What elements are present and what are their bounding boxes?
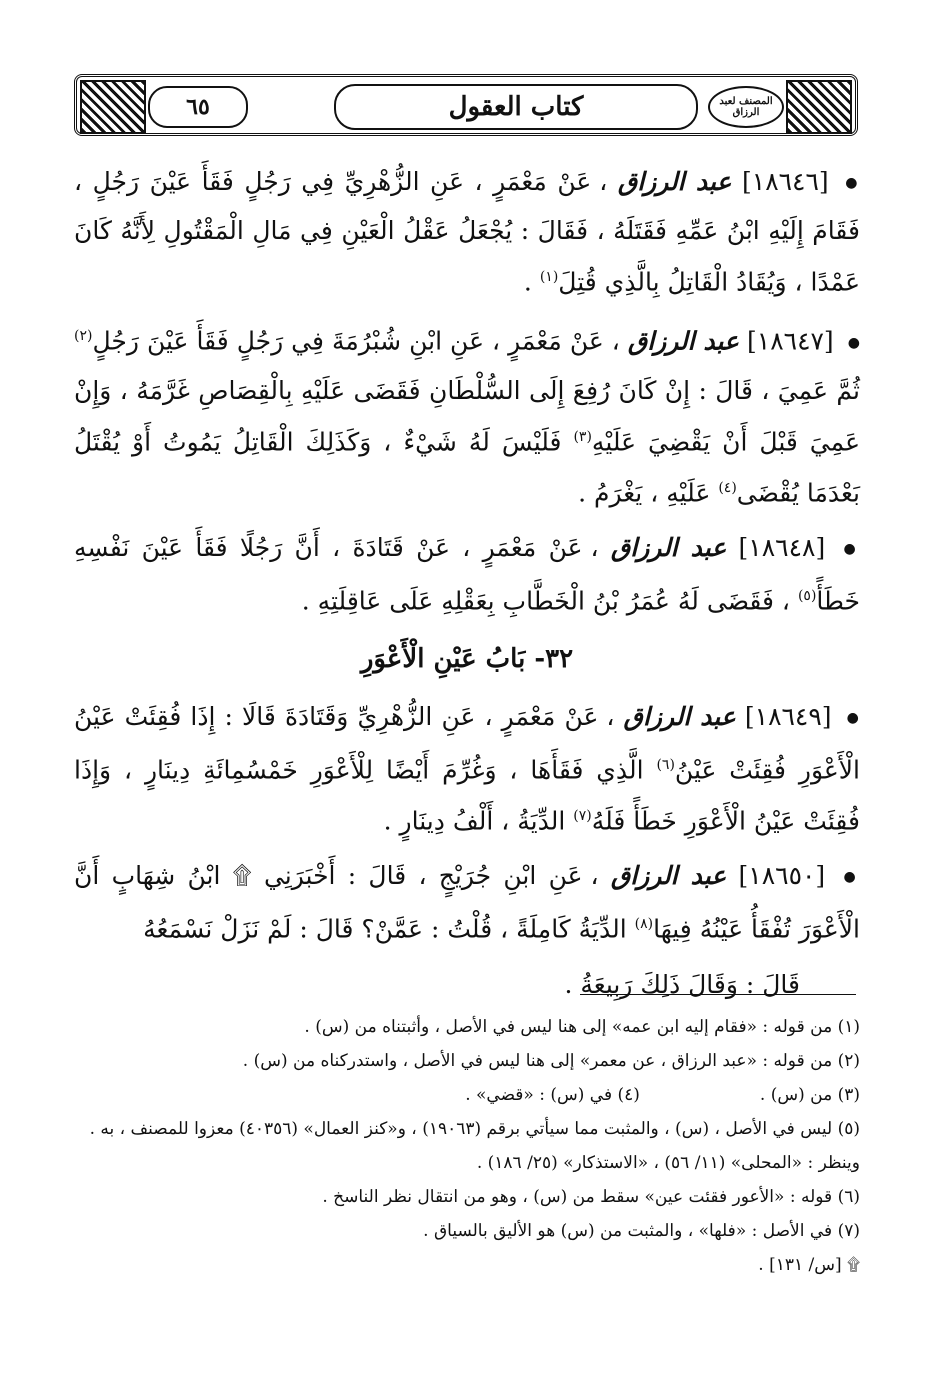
footnote: (٤) في (س) : «قضي» .	[465, 1085, 640, 1105]
footnote: (٥) ليس في الأصل ، (س) ، والمثبت مما سيأتي برقم (١٩٠٦٣) ، و«كنز العمال» (٤٠٣٥٦) معزوا للمصنف ، به . وينظر : «المحلى» (١١/ ٥٦) ، «الاستذكار» (٢٥/ ١٨٦) .	[89, 1119, 860, 1173]
footnote-ref: (٧)	[573, 807, 592, 824]
footnote: (٦) قوله : «الأعور فقئت عين» سقط من (س) ، وهو من انتقال نظر الناسخ .	[322, 1187, 860, 1207]
footnote-ref: (٣)	[573, 428, 592, 445]
hadith-entry: ● [١٨٦٥٠] عبد الرزاق ، عَنِ ابْنِ جُرَيْجٍ ، قَالَ : أَخْبَرَنِي ۩ ابْنُ شِهَابٍ أَنَّ الْأَعْوَرَ تُفْقَأُ عَيْنُهُ فِيهَا$^{(٨)}$ الدِّيَةُ كَامِلَةً ، قُلْتُ : عَمَّنْ؟ قَالَ : لَمْ نَزَلْ نَسْمَعُهُ	[74, 861, 861, 944]
page-number: ٦٥	[148, 86, 248, 128]
footnote-ref: (٥)	[797, 588, 817, 605]
footnote-ref: (٢)	[74, 328, 93, 345]
hadith-entry: ● [١٨٦٤٩] عبد الرزاق ، عَنْ مَعْمَرٍ ، عَنِ الزُّهْرِيِّ وَقَتَادَةَ قَالَا : إِذَا فُقِئَتْ عَيْنُ الْأَعْوَرِ فُقِئَتْ عَيْنُ$^{(٦)}$ الَّذِي فَقَأَهَا ، وَغُرِّمَ أَيْضًا لِلْأَعْوَرِ خَمْسُمِائَةِ دِينَارٍ ، وَإِذَا فُقِئَتْ عَيْنُ الْأَعْوَرِ خَطَأً فَلَهُ$^{(٧)}$ الدِّيَةُ ، أَلْفُ دِينَارٍ .	[74, 701, 861, 836]
bullet-icon: ●	[843, 541, 861, 558]
footnote: (٢) من قوله : «عبد الرزاق ، عن معمر» إلى هنا ليس في الأصل ، واستدركناه من (س) .	[242, 1051, 860, 1071]
footnote-ref: (١)	[539, 269, 559, 285]
bullet-icon: ●	[847, 334, 861, 351]
book-title: كتاب العقول	[334, 84, 698, 130]
bullet-icon: ●	[846, 709, 861, 726]
footnote-separator	[580, 994, 856, 995]
hadith-entry: ● [١٨٦٤٧] عبد الرزاق ، عَنْ مَعْمَرٍ ، عَنِ ابْنِ شُبْرُمَةَ فِي رَجُلٍ فَقَأَ عَيْنَ رَجُلٍ$^{(٢)}$ ثُمَّ عَمِيَ ، قَالَ : إِنْ كَانَ رُفِعَ إِلَى السُّلْطَانِ فَقَضَى عَلَيْهِ بِالْقِصَاصِ غَرَّمَهُ ، وَإِنْ عَمِيَ قَبْلَ أَنْ يَقْضِيَ عَلَيْهِ$^{(٣)}$ فَلَيْسَ لَهُ شَيْءٌ ، وَكَذَلِكَ الْقَاتِلُ يَمُوتُ أَوْ يُقْتَلُ بَعْدَمَا يُقْضَى$^{(٤)}$ عَلَيْهِ ، يَغْرَمُ .	[74, 326, 861, 508]
bullet-icon: ●	[845, 175, 860, 191]
footnote-ref: (٤)	[718, 479, 737, 496]
hadith-entry: ● [١٨٦٤٨] عبد الرزاق ، عَنْ مَعْمَرٍ ، عَنْ قَتَادَةَ ، أَنَّ رَجُلًا فَقَأَ عَيْنَ نَفْسِهِ خَطَأً$^{(٥)}$ ، فَقَضَى لَهُ عُمَرُ بْنُ الْخَطَّابِ بِعَقْلِهِ عَلَى عَاقِلَتِهِ .	[74, 533, 861, 616]
final-line: قَالَ : وَقَالَ ذَلِكَ رَبِيعَةُ .	[564, 969, 800, 999]
main-text	[74, 158, 860, 1016]
ornament-left	[80, 80, 146, 134]
footnotes	[74, 1010, 860, 1282]
hadith-entry: ● [١٨٦٤٦] عبد الرزاق ، عَنْ مَعْمَرٍ ، عَنِ الزُّهْرِيِّ فِي رَجُلٍ فَقَأَ عَيْنَ رَجُلٍ ، فَقَامَ إِلَيْهِ ابْنُ عَمِّهِ فَقَتَلَهُ ، فَقَالَ : يُجْعَلُ عَقْلُ الْعَيْنِ فِي مَالِ الْمَقْتُولِ لِأَنَّهُ كَانَ عَمْدًا ، وَيُقَادُ الْقَاتِلُ بِالَّذِي قُتِلَ$^{(١)}$ .	[74, 167, 860, 297]
footnote: ۩ [س/ ١٣١] .	[758, 1255, 860, 1275]
page-header	[74, 74, 858, 136]
footnote-row	[74, 1078, 860, 1112]
chapter-heading: ٣٢- بَابُ عَيْنِ الْأَعْوَرِ	[360, 643, 574, 674]
footnote: (٣) من (س) .	[759, 1085, 860, 1105]
ornament-right	[786, 80, 852, 134]
footnote: (٧) في الأصل : «فلها» ، والمثبت من (س) هو الأليق بالسياق .	[423, 1221, 860, 1241]
footnote-ref: (٨)	[634, 916, 654, 933]
seal-logo: المصنف لعبد الرزاق	[708, 86, 784, 128]
footnote: (١) من قوله : «فقام إليه ابن عمه» إلى هنا ليس في الأصل ، وأثبتناه من (س) .	[304, 1017, 860, 1037]
footnote-ref: (٦)	[656, 756, 675, 773]
bullet-icon: ●	[843, 869, 861, 886]
